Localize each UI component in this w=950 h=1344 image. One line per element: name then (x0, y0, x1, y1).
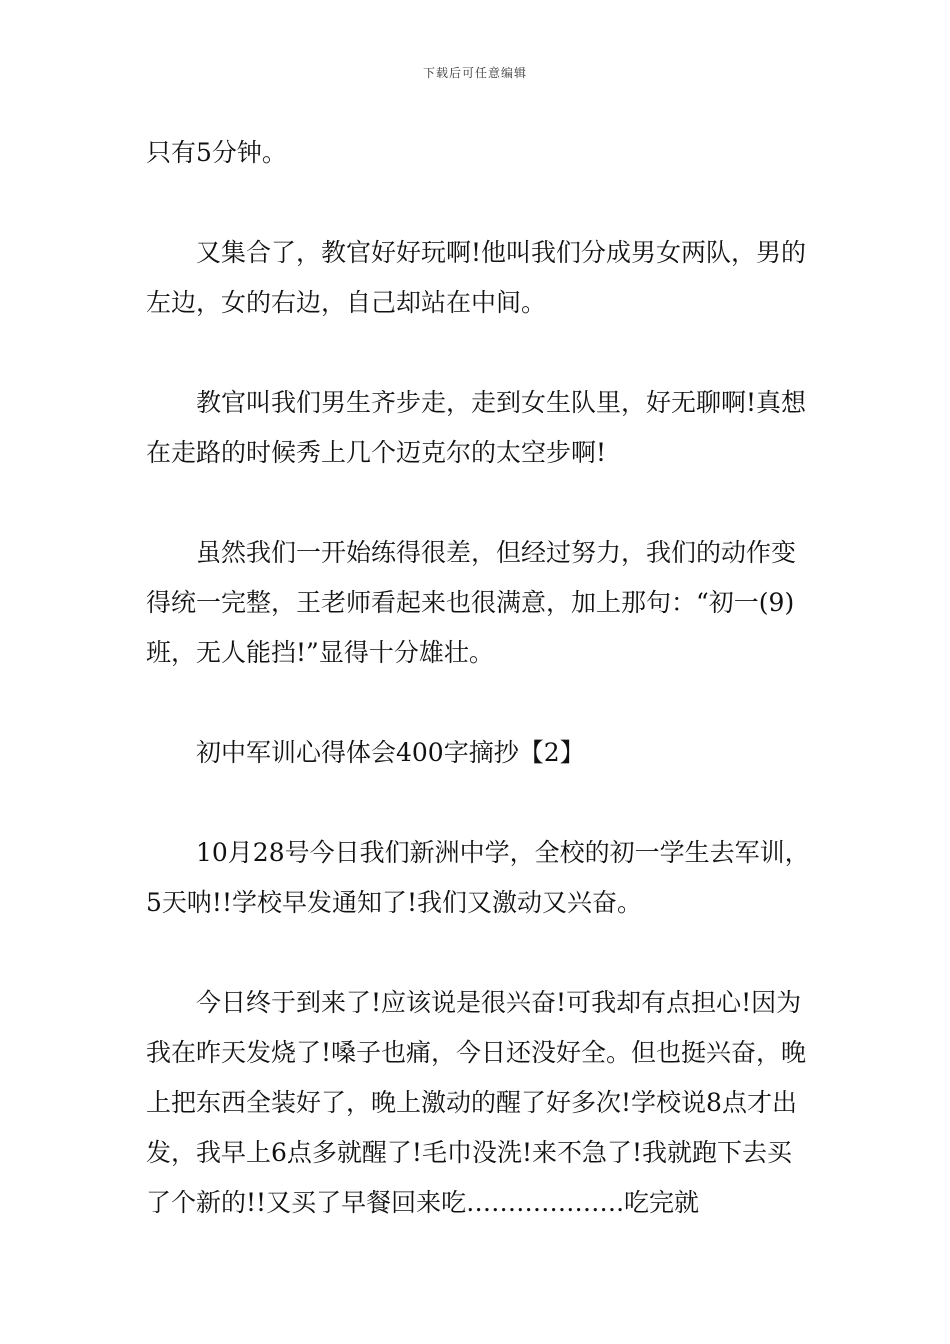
paragraph-6: 今日终于到来了!应该说是很兴奋!可我却有点担心!因为我在昨天发烧了!嗓子也痛，今日还没好全。但也挺兴奋，晚上把东西全装好了，晚上激动的醒了好多次!学校说8点才出发，我早上6点多就醒了!毛巾没洗!来不急了!我就跑下去买了个新的!!又买了早餐回来吃……………….吃完就 (146, 988, 807, 1217)
paragraph-2: 又集合了，教官好好玩啊!他叫我们分成男女两队，男的左边，女的右边，自己却站在中间。 (146, 238, 807, 317)
section-heading: 初中军训心得体会400字摘抄【2】 (196, 738, 585, 767)
paragraph-5: 10月28号今日我们新洲中学，全校的初一学生去军训，5天呐!!学校早发通知了!我们又激动又兴奋。 (146, 838, 810, 917)
paragraph-4: 虽然我们一开始练得很差，但经过努力，我们的动作变得统一完整，王老师看起来也很满意，加上那句：“初一(9)班，无人能挡!”显得十分雄壮。 (146, 538, 797, 667)
paragraph-1: 只有5分钟。 (146, 138, 287, 167)
paragraph-3: 教官叫我们男生齐步走，走到女生队里，好无聊啊!真想在走路的时候秀上几个迈克尔的太空步啊! (146, 388, 807, 467)
page-header-note: 下载后可任意编辑 (422, 66, 527, 80)
document-body (146, 128, 816, 1278)
